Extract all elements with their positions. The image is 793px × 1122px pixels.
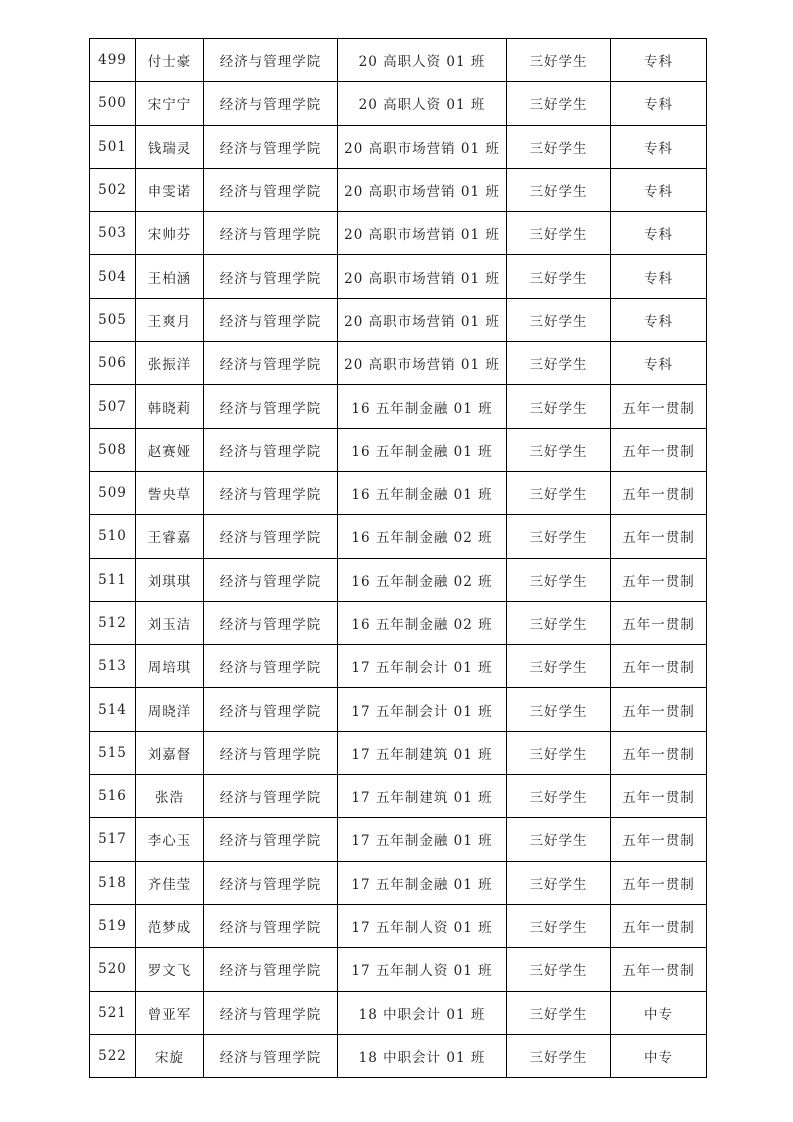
student-name-cell: 李心玉 xyxy=(136,818,204,861)
class-name-cell: 16 五年制金融 02 班 xyxy=(338,601,507,644)
student-name-cell: 王爽月 xyxy=(136,298,204,341)
honor-title-cell: 三好学生 xyxy=(507,515,611,558)
table-row xyxy=(90,645,707,688)
table-row xyxy=(90,731,707,774)
table-row xyxy=(90,298,707,341)
honor-title-cell: 三好学生 xyxy=(507,991,611,1034)
education-level-cell: 专科 xyxy=(611,39,707,82)
student-name-cell: 刘嘉督 xyxy=(136,731,204,774)
row-number-cell: 516 xyxy=(90,775,136,818)
table-row xyxy=(90,818,707,861)
student-name-cell: 罗文飞 xyxy=(136,948,204,991)
row-number-cell: 521 xyxy=(90,991,136,1034)
table-body xyxy=(90,39,707,1078)
table-row xyxy=(90,168,707,211)
education-level-cell: 专科 xyxy=(611,342,707,385)
row-number-cell: 519 xyxy=(90,904,136,947)
table-row xyxy=(90,904,707,947)
student-name-cell: 范梦成 xyxy=(136,904,204,947)
table-row xyxy=(90,948,707,991)
education-level-cell: 五年一贯制 xyxy=(611,731,707,774)
class-name-cell: 20 高职人资 01 班 xyxy=(338,39,507,82)
education-level-cell: 专科 xyxy=(611,298,707,341)
honor-title-cell: 三好学生 xyxy=(507,731,611,774)
table-row xyxy=(90,991,707,1034)
row-number-cell: 512 xyxy=(90,601,136,644)
table-row xyxy=(90,471,707,514)
education-level-cell: 五年一贯制 xyxy=(611,645,707,688)
row-number-cell: 502 xyxy=(90,168,136,211)
education-level-cell: 五年一贯制 xyxy=(611,904,707,947)
honor-title-cell: 三好学生 xyxy=(507,168,611,211)
class-name-cell: 16 五年制金融 01 班 xyxy=(338,385,507,428)
student-name-cell: 韩晓莉 xyxy=(136,385,204,428)
education-level-cell: 专科 xyxy=(611,125,707,168)
row-number-cell: 518 xyxy=(90,861,136,904)
table-row xyxy=(90,601,707,644)
honor-title-cell: 三好学生 xyxy=(507,688,611,731)
student-name-cell: 王柏涵 xyxy=(136,255,204,298)
row-number-cell: 501 xyxy=(90,125,136,168)
student-name-cell: 刘琪琪 xyxy=(136,558,204,601)
college-cell: 经济与管理学院 xyxy=(204,688,338,731)
honor-title-cell: 三好学生 xyxy=(507,342,611,385)
student-name-cell: 曾亚军 xyxy=(136,991,204,1034)
college-cell: 经济与管理学院 xyxy=(204,342,338,385)
college-cell: 经济与管理学院 xyxy=(204,948,338,991)
education-level-cell: 五年一贯制 xyxy=(611,515,707,558)
college-cell: 经济与管理学院 xyxy=(204,1034,338,1077)
honor-title-cell: 三好学生 xyxy=(507,1034,611,1077)
college-cell: 经济与管理学院 xyxy=(204,39,338,82)
honor-title-cell: 三好学生 xyxy=(507,385,611,428)
college-cell: 经济与管理学院 xyxy=(204,168,338,211)
class-name-cell: 16 五年制金融 01 班 xyxy=(338,471,507,514)
table-row xyxy=(90,255,707,298)
college-cell: 经济与管理学院 xyxy=(204,385,338,428)
college-cell: 经济与管理学院 xyxy=(204,125,338,168)
student-name-cell: 王睿嘉 xyxy=(136,515,204,558)
row-number-cell: 507 xyxy=(90,385,136,428)
class-name-cell: 18 中职会计 01 班 xyxy=(338,1034,507,1077)
row-number-cell: 520 xyxy=(90,948,136,991)
student-name-cell: 訾央草 xyxy=(136,471,204,514)
row-number-cell: 503 xyxy=(90,212,136,255)
table-row xyxy=(90,861,707,904)
student-name-cell: 刘玉洁 xyxy=(136,601,204,644)
education-level-cell: 专科 xyxy=(611,168,707,211)
college-cell: 经济与管理学院 xyxy=(204,298,338,341)
education-level-cell: 专科 xyxy=(611,255,707,298)
honor-title-cell: 三好学生 xyxy=(507,904,611,947)
row-number-cell: 509 xyxy=(90,471,136,514)
education-level-cell: 五年一贯制 xyxy=(611,775,707,818)
class-name-cell: 20 高职市场营销 01 班 xyxy=(338,212,507,255)
honor-title-cell: 三好学生 xyxy=(507,471,611,514)
row-number-cell: 506 xyxy=(90,342,136,385)
class-name-cell: 17 五年制会计 01 班 xyxy=(338,645,507,688)
education-level-cell: 五年一贯制 xyxy=(611,688,707,731)
honor-title-cell: 三好学生 xyxy=(507,255,611,298)
class-name-cell: 16 五年制金融 01 班 xyxy=(338,428,507,471)
college-cell: 经济与管理学院 xyxy=(204,471,338,514)
honor-title-cell: 三好学生 xyxy=(507,948,611,991)
honor-title-cell: 三好学生 xyxy=(507,428,611,471)
class-name-cell: 17 五年制人资 01 班 xyxy=(338,904,507,947)
education-level-cell: 五年一贯制 xyxy=(611,601,707,644)
row-number-cell: 504 xyxy=(90,255,136,298)
college-cell: 经济与管理学院 xyxy=(204,775,338,818)
honor-title-cell: 三好学生 xyxy=(507,39,611,82)
class-name-cell: 20 高职市场营销 01 班 xyxy=(338,298,507,341)
college-cell: 经济与管理学院 xyxy=(204,428,338,471)
student-name-cell: 付士豪 xyxy=(136,39,204,82)
honor-title-cell: 三好学生 xyxy=(507,212,611,255)
class-name-cell: 17 五年制金融 01 班 xyxy=(338,861,507,904)
honor-title-cell: 三好学生 xyxy=(507,298,611,341)
table-row xyxy=(90,515,707,558)
class-name-cell: 20 高职市场营销 01 班 xyxy=(338,125,507,168)
class-name-cell: 17 五年制人资 01 班 xyxy=(338,948,507,991)
honor-title-cell: 三好学生 xyxy=(507,645,611,688)
student-name-cell: 申雯诺 xyxy=(136,168,204,211)
honor-title-cell: 三好学生 xyxy=(507,775,611,818)
college-cell: 经济与管理学院 xyxy=(204,601,338,644)
table-row xyxy=(90,82,707,125)
honor-title-cell: 三好学生 xyxy=(507,861,611,904)
student-name-cell: 钱瑞灵 xyxy=(136,125,204,168)
education-level-cell: 五年一贯制 xyxy=(611,385,707,428)
class-name-cell: 17 五年制金融 01 班 xyxy=(338,818,507,861)
education-level-cell: 五年一贯制 xyxy=(611,558,707,601)
college-cell: 经济与管理学院 xyxy=(204,212,338,255)
table-row xyxy=(90,1034,707,1077)
student-name-cell: 宋宁宁 xyxy=(136,82,204,125)
table-row xyxy=(90,125,707,168)
table-row xyxy=(90,428,707,471)
honor-title-cell: 三好学生 xyxy=(507,82,611,125)
row-number-cell: 510 xyxy=(90,515,136,558)
college-cell: 经济与管理学院 xyxy=(204,558,338,601)
college-cell: 经济与管理学院 xyxy=(204,731,338,774)
college-cell: 经济与管理学院 xyxy=(204,645,338,688)
award-list-table xyxy=(89,38,707,1078)
class-name-cell: 17 五年制会计 01 班 xyxy=(338,688,507,731)
class-name-cell: 20 高职市场营销 01 班 xyxy=(338,168,507,211)
row-number-cell: 514 xyxy=(90,688,136,731)
class-name-cell: 17 五年制建筑 01 班 xyxy=(338,775,507,818)
honor-title-cell: 三好学生 xyxy=(507,125,611,168)
education-level-cell: 五年一贯制 xyxy=(611,471,707,514)
class-name-cell: 16 五年制金融 02 班 xyxy=(338,558,507,601)
education-level-cell: 专科 xyxy=(611,212,707,255)
row-number-cell: 508 xyxy=(90,428,136,471)
education-level-cell: 专科 xyxy=(611,82,707,125)
row-number-cell: 499 xyxy=(90,39,136,82)
college-cell: 经济与管理学院 xyxy=(204,82,338,125)
honor-title-cell: 三好学生 xyxy=(507,558,611,601)
table-row xyxy=(90,212,707,255)
class-name-cell: 20 高职人资 01 班 xyxy=(338,82,507,125)
student-name-cell: 赵赛娅 xyxy=(136,428,204,471)
student-name-cell: 周培琪 xyxy=(136,645,204,688)
row-number-cell: 515 xyxy=(90,731,136,774)
college-cell: 经济与管理学院 xyxy=(204,515,338,558)
row-number-cell: 500 xyxy=(90,82,136,125)
table-row xyxy=(90,558,707,601)
college-cell: 经济与管理学院 xyxy=(204,904,338,947)
class-name-cell: 20 高职市场营销 01 班 xyxy=(338,255,507,298)
class-name-cell: 16 五年制金融 02 班 xyxy=(338,515,507,558)
student-name-cell: 宋旋 xyxy=(136,1034,204,1077)
row-number-cell: 505 xyxy=(90,298,136,341)
table-row xyxy=(90,342,707,385)
college-cell: 经济与管理学院 xyxy=(204,861,338,904)
education-level-cell: 中专 xyxy=(611,1034,707,1077)
row-number-cell: 517 xyxy=(90,818,136,861)
student-name-cell: 张浩 xyxy=(136,775,204,818)
education-level-cell: 五年一贯制 xyxy=(611,428,707,471)
student-name-cell: 齐佳莹 xyxy=(136,861,204,904)
class-name-cell: 20 高职市场营销 01 班 xyxy=(338,342,507,385)
student-name-cell: 周晓洋 xyxy=(136,688,204,731)
education-level-cell: 五年一贯制 xyxy=(611,948,707,991)
row-number-cell: 511 xyxy=(90,558,136,601)
class-name-cell: 17 五年制建筑 01 班 xyxy=(338,731,507,774)
student-name-cell: 宋帅芬 xyxy=(136,212,204,255)
education-level-cell: 五年一贯制 xyxy=(611,861,707,904)
row-number-cell: 513 xyxy=(90,645,136,688)
education-level-cell: 五年一贯制 xyxy=(611,818,707,861)
table-row xyxy=(90,39,707,82)
row-number-cell: 522 xyxy=(90,1034,136,1077)
student-name-cell: 张振洋 xyxy=(136,342,204,385)
college-cell: 经济与管理学院 xyxy=(204,818,338,861)
class-name-cell: 18 中职会计 01 班 xyxy=(338,991,507,1034)
table-row xyxy=(90,385,707,428)
college-cell: 经济与管理学院 xyxy=(204,991,338,1034)
honor-title-cell: 三好学生 xyxy=(507,818,611,861)
college-cell: 经济与管理学院 xyxy=(204,255,338,298)
honor-title-cell: 三好学生 xyxy=(507,601,611,644)
table-row xyxy=(90,775,707,818)
table-row xyxy=(90,688,707,731)
education-level-cell: 中专 xyxy=(611,991,707,1034)
